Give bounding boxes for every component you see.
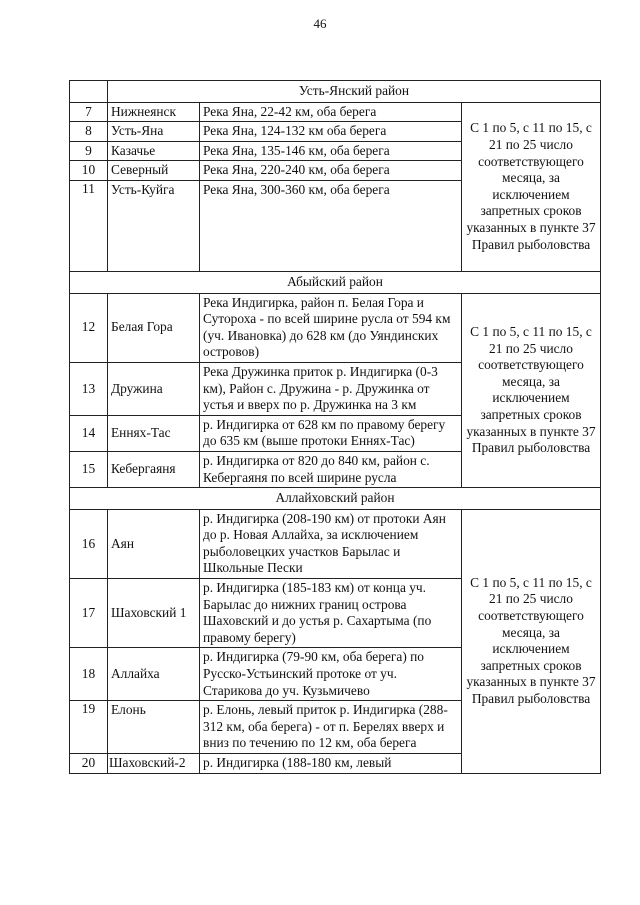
row-number: 14 xyxy=(70,415,108,451)
site-description: Река Индигирка, район п. Белая Гора и Сутороха - по всей ширине русла от 594 км (уч. Ивановка) до 628 км (до Уяндинских островов) xyxy=(200,293,462,362)
page-number: 46 xyxy=(313,16,327,31)
fishing-period: С 1 по 5, с 11 по 15, с 21 по 25 число соответствующего месяца, за исключением запретных сроков указанных в пункте 37 Правил рыболовства xyxy=(462,293,601,488)
site-description: Река Яна, 135-146 км, оба берега xyxy=(200,141,462,161)
site-name: Еннях-Тас xyxy=(108,415,200,451)
region-title: Аллайховский район xyxy=(70,488,601,510)
row-number: 16 xyxy=(70,509,108,578)
site-name: Кебергаяня xyxy=(108,451,200,487)
region-header-row xyxy=(70,81,601,103)
site-name: Шаховский-2 xyxy=(108,754,200,774)
site-description: р. Индигирка (188-180 км, левый xyxy=(200,754,462,774)
site-name: Казачье xyxy=(108,141,200,161)
site-name: Аллайха xyxy=(108,648,200,701)
site-description: Река Яна, 220-240 км, оба берега xyxy=(200,161,462,181)
row-number: 18 xyxy=(70,648,108,701)
site-description: Река Яна, 300-360 км, оба берега xyxy=(200,180,462,271)
site-description: р. Индигирка от 628 км по правому берегу до 635 км (выше протоки Еннях-Тас) xyxy=(200,415,462,451)
site-description: р. Индигирка (79-90 км, оба берега) по Русско-Устьинский протоке от уч. Старикова до уч. Кузьмичево xyxy=(200,648,462,701)
site-name: Аян xyxy=(108,509,200,578)
site-name: Усть-Куйга xyxy=(108,180,200,271)
fishing-period: С 1 по 5, с 11 по 15, с 21 по 25 число соответствующего месяца, за исключением запретных сроков указанных в пункте 37 Правил рыболовства xyxy=(462,509,601,773)
site-name: Усть-Яна xyxy=(108,122,200,142)
table-row xyxy=(70,293,601,362)
table-row xyxy=(70,102,601,122)
row-number: 7 xyxy=(70,102,108,122)
site-description: Река Яна, 22-42 км, оба берега xyxy=(200,102,462,122)
region-title: Усть-Янский район xyxy=(108,81,601,103)
row-number: 10 xyxy=(70,161,108,181)
table-row xyxy=(70,509,601,578)
row-number: 15 xyxy=(70,451,108,487)
site-description: Река Яна, 124-132 км оба берега xyxy=(200,122,462,142)
row-number: 17 xyxy=(70,579,108,648)
site-description: р. Индигирка от 820 до 840 км, район с. Кебергаяня по всей ширине русла xyxy=(200,451,462,487)
site-description: р. Индигирка (185-183 км) от конца уч. Барылас до нижних границ острова Шаховский и до устья р. Сахартыма (по правому берегу) xyxy=(200,579,462,648)
site-name: Белая Гора xyxy=(108,293,200,362)
row-number: 13 xyxy=(70,362,108,415)
row-number: 11 xyxy=(70,180,108,271)
region-header-row xyxy=(70,271,601,293)
site-description: Река Дружинка приток р. Индигирка (0-3 км), Район с. Дружина - р. Дружинка от устья и вверх по р. Дружинка на 3 км xyxy=(200,362,462,415)
blank-header-cell xyxy=(70,81,108,103)
fishing-areas-table xyxy=(69,80,601,774)
region-header-row xyxy=(70,488,601,510)
row-number: 9 xyxy=(70,141,108,161)
site-name: Дружина xyxy=(108,362,200,415)
fishing-period: С 1 по 5, с 11 по 15, с 21 по 25 число соответствующего месяца, за исключением запретных сроков указанных в пункте 37 Правил рыболовства xyxy=(462,102,601,271)
site-description: р. Индигирка (208-190 км) от протоки Аян до р. Новая Аллайха, за исключением рыболовецких участков Барылас и Школьные Пески xyxy=(200,509,462,578)
row-number: 19 xyxy=(70,701,108,754)
row-number: 20 xyxy=(70,754,108,774)
region-title: Абыйский район xyxy=(70,271,601,293)
site-name: Шаховский 1 xyxy=(108,579,200,648)
site-name: Нижнеянск xyxy=(108,102,200,122)
site-description: р. Елонь, левый приток р. Индигирка (288-312 км, оба берега) - от п. Берелях вверх и вниз по течению по 12 км, оба берега xyxy=(200,701,462,754)
site-name: Елонь xyxy=(108,701,200,754)
row-number: 8 xyxy=(70,122,108,142)
row-number: 12 xyxy=(70,293,108,362)
site-name: Северный xyxy=(108,161,200,181)
